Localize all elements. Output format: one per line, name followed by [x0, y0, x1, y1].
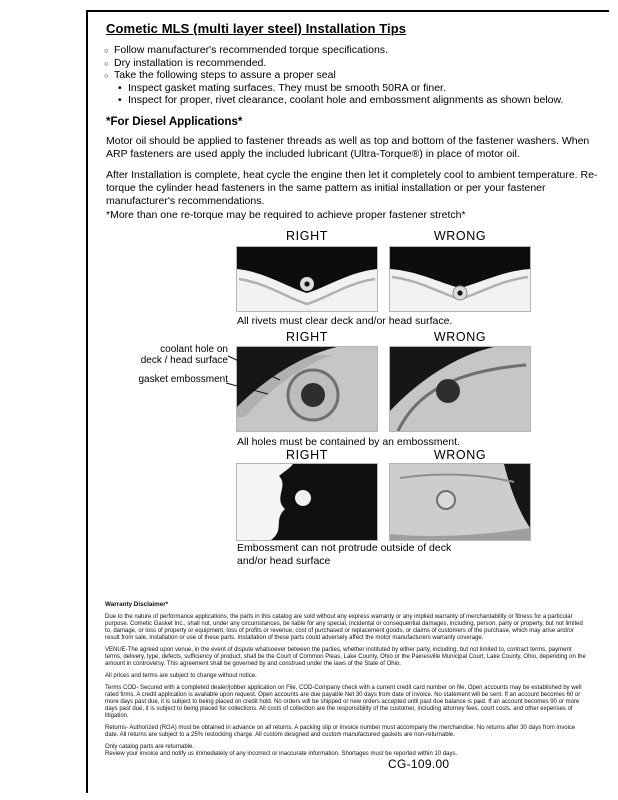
legal-paragraph: Review your invoice and notify us immediately of any incorrect or inaccurate information. Shortages must be reported within 10 days.	[105, 751, 458, 757]
legal-paragraph: All prices and terms are subject to change without notice.	[105, 673, 257, 679]
diagram-embossment-wrong-image	[389, 346, 531, 432]
list-item	[104, 44, 604, 57]
legal-paragraph: Terms COD- Secured with a completed dealer/jobber application on File, COD-Company check with a current credit card number on file. Open accounts may be established by well rated firms. A credit application is available upon request. Open accounts are due payable Net 30 days from date of invoice. No statement will be sent. If an account becomes 60 or more days past due, it is subject to being placed on credit hold. No orders will be shipped or new orders accepted until past due balance is paid. If an account becomes 90 or more days past due, it is subject to being placed for collections. All costs of collection are the responsibility of the customer, including attorney fees, court costs, and other expenses of litigation.	[105, 685, 582, 719]
warranty-disclaimer-heading: Warranty Disclaimer*	[105, 601, 169, 608]
wrong-label: WRONG	[433, 330, 487, 344]
legal-paragraph: Only catalog parts are returnable.	[105, 744, 195, 750]
retorque-note: *More than one re-torque may be required to achieve proper fastener stretch*	[106, 209, 466, 221]
list-item	[118, 94, 604, 107]
page-border-top	[86, 10, 609, 12]
legal-section	[105, 601, 587, 758]
page-code: CG-109.00	[388, 757, 450, 771]
tip-text: Follow manufacturer's recommended torque specifications.	[114, 44, 388, 56]
right-label: RIGHT	[286, 330, 328, 344]
rivet-right-illustration	[237, 247, 377, 311]
wrong-label: WRONG	[433, 448, 487, 462]
diesel-paragraph-heat-cycle: After Installation is complete, heat cycle the engine then let it completely cool to ambient temperature. Re-torque the cylinder head fasteners in the same pattern as initial installation or per your fastener manufacturer's recommendations.	[106, 169, 598, 207]
caption-protrusion: Embossment can not protrude outside of deck and/or head surface	[237, 542, 452, 567]
list-item	[118, 82, 604, 95]
diagram-protrusion-wrong-image	[389, 463, 531, 541]
tips-list	[104, 44, 604, 107]
legal-paragraph: Due to the nature of performance applications, the parts in this catalog are sold without any express warranty or any implied warranty of merchantability or fitness for a particular purpose. Cometic Gasket Inc., shall not, under any circumstances, be liable for any special, incidental or consequential damages, including, person, party or property, but not limited to, damage, or loss of property or equipment, loss of profits or revenue, cost of purchased or replacement goods, or claims of customers of the purchase, which may arise and/or result from sale, installation or use of these parts. Installation of these parts could adversely affect the motor manufacturers warranty coverage.	[105, 614, 583, 641]
diesel-paragraph-oil: Motor oil should be applied to fastener threads as well as top and bottom of the fastener washers. When ARP fasteners are used apply the included lubricant (Ultra-Torque®) in place of motor oil.	[106, 135, 590, 160]
embossment-wrong-illustration	[390, 347, 530, 431]
tip-text: Take the following steps to assure a proper seal	[114, 69, 336, 81]
protrusion-right-illustration	[237, 464, 377, 540]
callout-line: deck / head surface	[140, 355, 228, 366]
diesel-applications-heading: *For Diesel Applications*	[106, 116, 243, 128]
diagram-rivet-right-image	[236, 246, 378, 312]
tip-text: Inspect gasket mating surfaces. They must be smooth 50RA or finer.	[128, 81, 446, 94]
tip-text: Dry installation is recommended.	[114, 56, 267, 69]
protrusion-wrong-illustration	[390, 464, 530, 540]
callout-line: coolant hole on	[160, 344, 228, 355]
right-label: RIGHT	[286, 229, 328, 243]
diagram-protrusion-right-image	[236, 463, 378, 541]
right-label: RIGHT	[286, 448, 328, 462]
legal-paragraph: VENUE-The agreed upon venue, in the event of dispute whatsoever between the parties, whether instituted by either party, including, but not limited to, contract terms, payment terms, delivery, type, defects, sufficiency of product, shall be the Court of Common Pleas, Lake County, Ohio or the Painesville Municipal Court, Lake County, Ohio, depending on the amount in controversy. This agreement shall be governed by and construed under the laws of the State of Ohio.	[105, 647, 586, 667]
list-item	[104, 69, 604, 82]
callout-pointer-lines	[224, 350, 284, 400]
rivet-wrong-illustration	[390, 247, 530, 311]
list-item	[104, 57, 604, 70]
caption-holes: All holes must be contained by an embossment.	[237, 436, 460, 448]
tip-text: Inspect for proper, rivet clearance, coolant hole and embossment alignments as shown below.	[128, 94, 564, 106]
page-border-left	[86, 10, 88, 793]
callout-gasket-embossment: gasket embossment	[138, 374, 228, 385]
page-title: Cometic MLS (multi layer steel) Installation Tips	[106, 21, 407, 36]
wrong-label: WRONG	[433, 229, 487, 243]
legal-paragraph: Returns- Authorized (RGA) must be obtained in advance on all returns. A packing slip or invoice number must accompany the merchandise. No returns after 30 days from invoice date. All returns are subject to a 25% restocking charge. All custom designed and custom manufactured gaskets are non-returnable.	[105, 725, 576, 738]
callout-coolant-hole	[116, 344, 228, 366]
caption-rivets: All rivets must clear deck and/or head surface.	[237, 315, 453, 327]
diagram-rivet-wrong-image	[389, 246, 531, 312]
